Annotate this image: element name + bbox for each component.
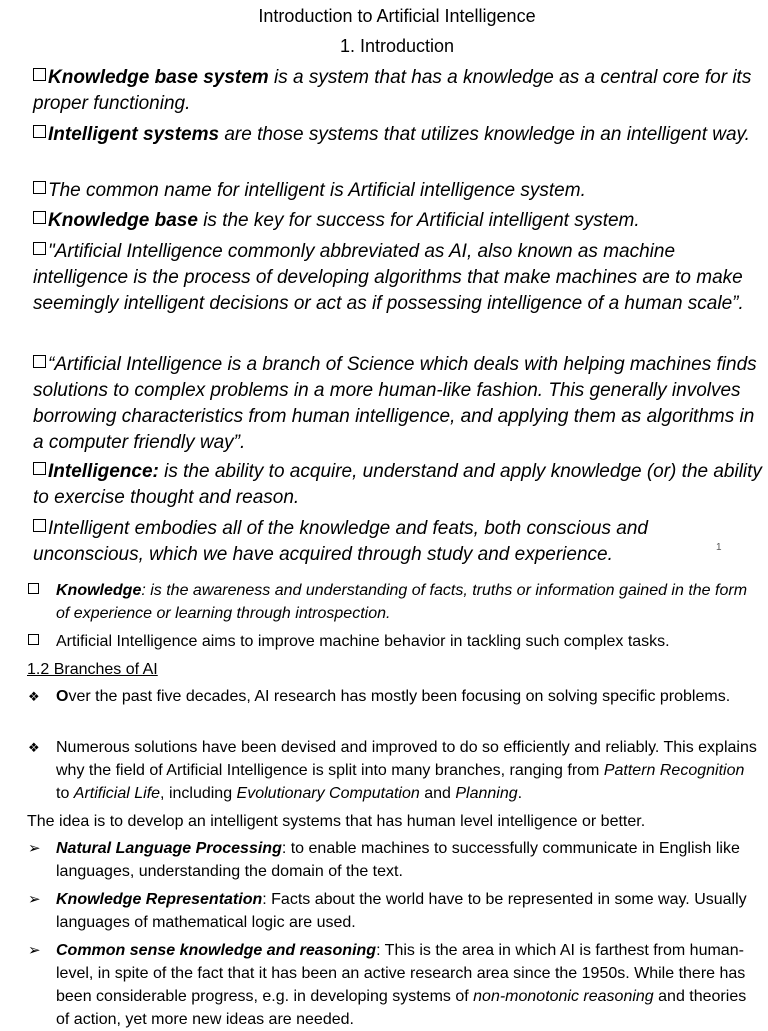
list-item: The common name for intelligent is Artificial intelligence system. xyxy=(33,178,763,204)
page-title: Introduction to Artificial Intelligence xyxy=(258,6,536,26)
paragraph: The idea is to develop an intelligent systems that has human level intelligence or better. xyxy=(27,813,646,830)
arrow-bullet-icon: ➢ xyxy=(28,942,41,959)
section-title: 1. Introduction xyxy=(339,36,455,56)
checkbox-bullet-icon xyxy=(33,211,46,224)
list-item: ❖ Over the past five decades, AI research has mostly been focusing on solving specific problems. xyxy=(0,685,768,731)
list-item: Intelligence: is the ability to acquire, understand and apply knowledge (or) the ability to exercise thought and reason. xyxy=(33,461,762,508)
list-item: "Artificial Intelligence commonly abbreviated as AI, also known as machine intelligence is the process of developing algorithms that make machines are to make seemingly intelligent decisions or act as if possessing intelligence of a human scale”. xyxy=(33,241,744,314)
checkbox-bullet-icon xyxy=(33,181,46,194)
checkbox-bullet-icon xyxy=(28,583,39,594)
checkbox-bullet-icon xyxy=(33,519,46,532)
list-item: Knowledge base system is a system that has a knowledge as a central core for its proper functioning. xyxy=(33,67,752,114)
checkbox-bullet-icon xyxy=(33,68,46,81)
checkbox-bullet-icon xyxy=(33,355,46,368)
list-item: Artificial Intelligence aims to improve machine behavior in tackling such complex tasks. xyxy=(0,630,768,653)
diamond-bullet-icon: ❖ xyxy=(28,689,40,704)
section-heading: 1.2 Branches of AI xyxy=(27,661,158,678)
list-item: Intelligent systems are those systems that utilizes knowledge in an intelligent way. xyxy=(33,122,763,148)
list-item: ➢ Knowledge Representation: Facts about the world have to be represented in some way. Usually languages of mathematical logic are used. xyxy=(0,888,768,934)
list-item: Knowledge: is the awareness and understanding of facts, truths or information gained in the form of experience or learning through introspection. xyxy=(0,579,768,625)
list-item: ➢ Natural Language Processing: to enable machines to successfully communicate in English like languages, understanding the domain of the text. xyxy=(0,837,768,883)
list-item: Intelligent embodies all of the knowledge and feats, both conscious and unconscious, which we have acquired through study and experience. xyxy=(33,518,648,565)
checkbox-bullet-icon xyxy=(33,462,46,475)
list-item: Knowledge base is the key for success for Artificial intelligent system. xyxy=(33,208,763,234)
list-item: ➢ Common sense knowledge and reasoning: This is the area in which AI is farthest from human-level, in spite of the fact that it has been an active research area since the 1950s. While there has been considerable progress, e.g. in developing systems of non-monotonic reasoning and theories of action, yet more new ideas are needed. xyxy=(0,939,768,1024)
arrow-bullet-icon: ➢ xyxy=(28,891,41,908)
diamond-bullet-icon: ❖ xyxy=(28,740,40,755)
checkbox-bullet-icon xyxy=(33,125,46,138)
checkbox-bullet-icon xyxy=(33,242,46,255)
list-item: ❖ Numerous solutions have been devised and improved to do so efficiently and reliably. This explains why the field of Artificial Intelligence is split into many branches, ranging from Pattern Recognition to Artificial Life, including Evolutionary Computation and Planning. xyxy=(0,736,768,806)
page-number: 1 xyxy=(716,542,722,553)
list-item: “Artificial Intelligence is a branch of Science which deals with helping machines finds solutions to complex problems in a more human-like fashion. This generally involves borrowing characteristics from human intelligence, and applying them as algorithms in a computer friendly way”. xyxy=(33,354,757,453)
arrow-bullet-icon: ➢ xyxy=(28,840,41,857)
checkbox-bullet-icon xyxy=(28,634,39,645)
